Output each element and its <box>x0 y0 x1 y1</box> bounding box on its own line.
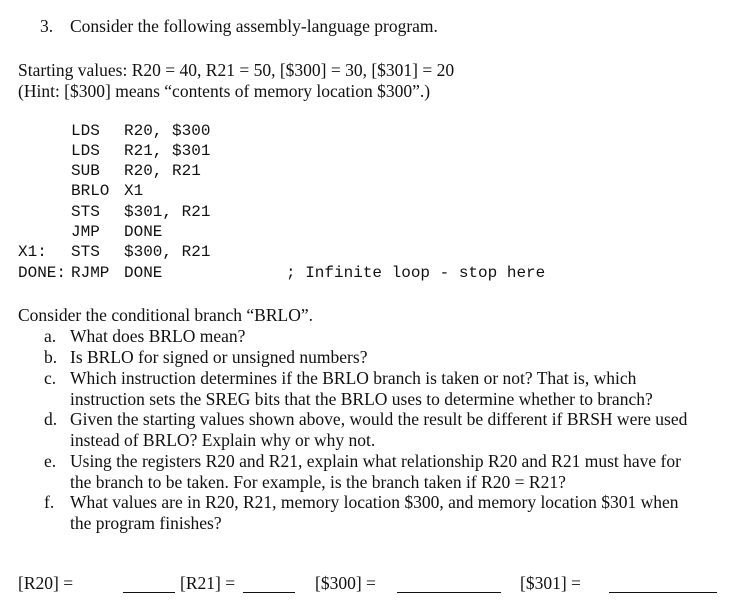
code-label: X1: <box>18 243 47 261</box>
code-mnemonic: STS <box>71 243 100 261</box>
code-mnemonic: RJMP <box>71 264 110 282</box>
r20-blank[interactable] <box>123 592 175 593</box>
question-text: Given the starting values shown above, would the result be different if BRSH were used <box>70 409 688 429</box>
branch-intro: Consider the conditional branch “BRLO”. <box>18 305 313 325</box>
code-operands: R21, $301 <box>124 142 211 160</box>
question-text: instead of BRLO? Explain why or why not. <box>70 430 376 450</box>
question-letter: b. <box>44 347 58 367</box>
m301-blank[interactable] <box>609 592 717 593</box>
code-operands: $301, R21 <box>124 203 211 221</box>
code-operands: R20, R21 <box>124 162 201 180</box>
question-text: the branch to be taken. For example, is the branch taken if R20 = R21? <box>70 472 566 492</box>
code-operands: R20, $300 <box>124 122 211 140</box>
question-text: What does BRLO mean? <box>70 326 246 346</box>
code-comment: ; Infinite loop - stop here <box>286 264 546 282</box>
starting-values: Starting values: R20 = 40, R21 = 50, [$300] = 30, [$301] = 20 <box>18 60 455 80</box>
r21-label: [R21] = <box>180 573 236 593</box>
m300-blank[interactable] <box>397 592 501 593</box>
code-label: DONE: <box>18 264 67 282</box>
code-mnemonic: SUB <box>71 162 100 180</box>
code-mnemonic: STS <box>71 203 100 221</box>
question-letter: e. <box>44 451 57 471</box>
question-text: Using the registers R20 and R21, explain what relationship R20 and R21 must have for <box>70 451 681 471</box>
code-operands: DONE <box>124 223 163 241</box>
question-title: Consider the following assembly-language program. <box>70 16 438 36</box>
question-text: Is BRLO for signed or unsigned numbers? <box>70 347 368 367</box>
code-mnemonic: LDS <box>71 122 100 140</box>
question-letter: f. <box>44 492 55 512</box>
question-letter: d. <box>44 409 58 429</box>
code-operands: X1 <box>124 182 144 200</box>
m301-label: [$301] = <box>520 573 581 593</box>
question-text: What values are in R20, R21, memory location $300, and memory location $301 when <box>70 492 679 512</box>
question-letter: c. <box>44 368 57 388</box>
code-operands: DONE <box>124 264 163 282</box>
question-text: the program finishes? <box>70 513 222 533</box>
question-text: instruction sets the SREG bits that the BRLO uses to determine whether to branch? <box>70 389 653 409</box>
code-mnemonic: JMP <box>71 223 100 241</box>
question-text: Which instruction determines if the BRLO branch is taken or not? That is, which <box>70 368 637 388</box>
code-operands: $300, R21 <box>124 243 211 261</box>
code-mnemonic: LDS <box>71 142 100 160</box>
question-number: 3. <box>40 16 54 36</box>
code-mnemonic: BRLO <box>71 182 110 200</box>
r20-label: [R20] = <box>18 573 74 593</box>
question-letter: a. <box>44 326 57 346</box>
hint-text: (Hint: [$300] means “contents of memory location $300”.) <box>18 81 431 101</box>
r21-blank[interactable] <box>243 592 295 593</box>
m300-label: [$300] = <box>315 573 376 593</box>
